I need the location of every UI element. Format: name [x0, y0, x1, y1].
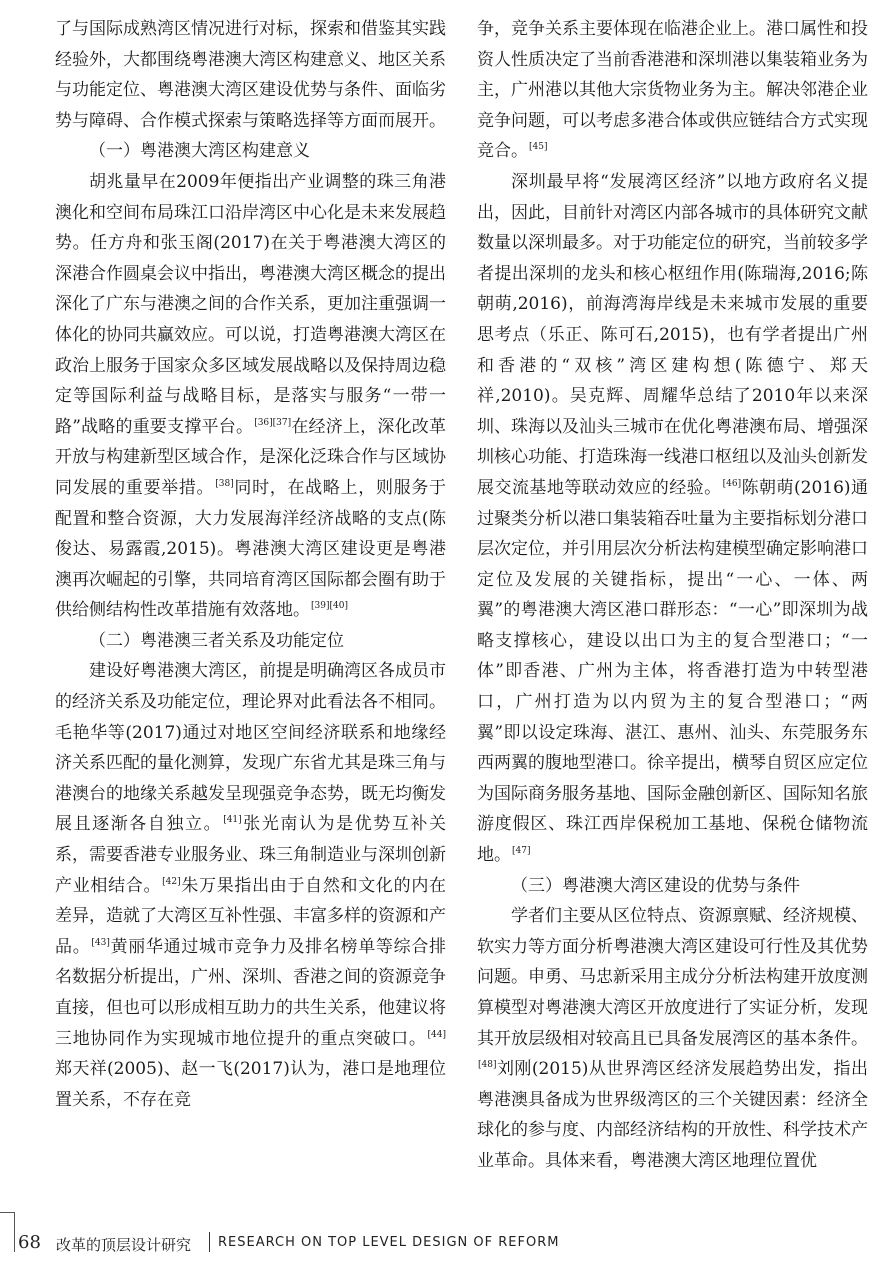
paragraph-text: 刘刚(2015)从世界湾区经济发展趋势出发，指出粤港澳具备成为世界级湾区的三个关键因素：经济全球化的参与度、内部经济结构的开放性、科学技术产业革命。具体来看，粤港澳大湾区地理位置优 [477, 1059, 868, 1171]
right-column [477, 14, 868, 1177]
paragraph-text: 同时，在战略上，则服务于配置和整合资源，大力发展海洋经济战略的支点(陈俊达、易露霞,2015)。粤港澳大湾区建设更是粤港澳再次崛起的引擎，共同培育湾区国际都会圈有助于供给侧结构性改革措施有效落地。 [55, 477, 447, 621]
paragraph-text: 深圳最早将“发展湾区经济”以地方政府名义提出，因此，目前针对湾区内部各城市的具体研究文献数量以深圳最多。对于功能定位的研究，当前较多学者提出深圳的龙头和核心枢纽作用(陈瑞海,2016;陈朝萌,2016)，前海湾海岸线是未来城市发展的重要思考点（乐正、陈可石,2015)，也有学者提出广州和香港的“双核”湾区建构想(陈德宁、郑天祥,2010)。吴克辉、周耀华总结了2010年以来深圳、珠海以及汕头三城市在优化粤港澳布局、增强深圳核心功能、打造珠海一线港口枢纽以及汕头创新发展交流基地等联动效应的经验。 [477, 171, 868, 498]
paragraph-text: 在经济上，深化改革开放与构建新型区域合作，是深化泛珠合作与区域协同发展的重要举措。 [55, 416, 447, 498]
citation-reference: [43] [91, 937, 110, 948]
paragraph-text: 学者们主要从区位特点、资源禀赋、经济规模、软实力等方面分析粤港澳大湾区建设可行性及其优势问题。申勇、马忠新采用主成分分析法构建开放度测算模型对粤港澳大湾区开放度进行了实证分析，发现其开放层级相对较高且已具备发展湾区的基本条件。 [477, 906, 868, 1049]
body-paragraph: 了与国际成熟湾区情况进行对标，探索和借鉴其实践经验外，大都围绕粤港澳大湾区构建意义、地区关系与功能定位、粤港澳大湾区建设优势与条件、面临劣势与障碍、合作模式探索与策略选择等方面而展开。 [55, 19, 446, 131]
paragraph-text: 黄丽华通过城市竞争力及排名榜单等综合排名数据分析提出，广州、深圳、香港之间的资源竞争直接，但也可以形成相互助力的共生关系，他建议将三地协同作为实现城市地位提升的重点突破口。 [55, 936, 447, 1049]
paragraph-text: 朱万果指出由于自然和文化的内在差异，造就了大湾区互补性强、丰富多样的资源和产品。 [55, 875, 447, 957]
page-number: 68 [18, 1232, 41, 1253]
paragraph-text: 胡兆量早在2009年便指出产业调整的珠三角港澳化和空间布局珠江口沿岸湾区中心化是未来发展趋势。任方舟和张玉阁(2017)在关于粤港澳大湾区的深港合作圆桌会议中指出，粤港澳大湾区概念的提出深化了广东与港澳之间的合作关系，更加注重强调一体化的协同共赢效应。可以说，打造粤港澳大湾区在政治上服务于国家众多区域发展战略以及保持周边稳定等国际利益与战略目标，是落实与服务“一带一路”战略的重要支撑平台。 [55, 171, 446, 437]
journal-title-separator [209, 1232, 210, 1252]
citation-reference: [39][40] [311, 601, 348, 612]
footer-vertical-rule [14, 1212, 15, 1252]
citation-reference: [48] [478, 1060, 497, 1071]
citation-reference: [45] [529, 142, 548, 153]
body-paragraph [477, 167, 868, 871]
paragraph-text: 张光南认为是优势互补关系，需要香港专业服务业、珠三角制造业与深圳创新产业相结合。 [55, 814, 447, 896]
paragraph-text: 郑天祥(2005)、赵一飞(2017)认为，港口是地理位置关系，不存在竞 [55, 1059, 446, 1110]
citation-reference: [46] [722, 478, 742, 489]
citation-reference: [41] [223, 815, 242, 826]
footer-corner-rule [0, 1212, 14, 1213]
citation-reference: [47] [512, 846, 531, 857]
section-heading: （二）粤港澳三者关系及功能定位 [89, 630, 344, 651]
paragraph-text: 争，竞争关系主要体现在临港企业上。港口属性和投资人性质决定了当前香港港和深圳港以集装箱业务为主，广州港以其他大宗货物业务为主。解决邻港企业竞争问题，可以考虑多港合体或供应链结合方式实现竞合。 [477, 19, 868, 162]
body-paragraph [477, 901, 868, 1176]
paragraph-text: 陈朝萌(2016)通过聚类分析以港口集装箱吞吐量为主要指标划分港口层次定位，并引用层次分析法构建模型确定影响港口定位及发展的关键指标，提出“一心、一体、两翼”的粤港澳大湾区港口群形态：“一心”即深圳为战略支撑核心，建设以出口为主的复合型港口；“一体”即香港、广州为主体，将香港打造为中转型港口，广州打造为以内贸为主的复合型港口；“两翼”即以设定珠海、湛江、惠州、汕头、东莞服务东西两翼的腹地型港口。徐辛提出，横琴自贸区应定位为国际商务服务基地、国际金融创新区、国际知名旅游度假区、珠江西岸保税加工基地、保税仓储物流地。 [477, 477, 869, 866]
section-heading: （一）粤港澳大湾区构建意义 [89, 141, 310, 162]
body-paragraph [477, 14, 868, 167]
body-paragraph [55, 656, 446, 1115]
section-heading: （三）粤港澳大湾区建设的优势与条件 [511, 875, 800, 896]
body-paragraph [55, 167, 446, 626]
left-column [55, 14, 446, 1115]
paragraph-text: 建设好粤港澳大湾区，前提是明确湾区各成员市的经济关系及功能定位，理论界对此看法各不相同。毛艳华等(2017)通过对地区空间经济联系和地缘经济关系匹配的量化测算，发现广东省尤其是珠三角与港澳台的地缘关系越发呈现强竞争态势，既无均衡发展且逐渐各自独立。 [55, 661, 446, 835]
citation-reference: [38] [215, 478, 234, 489]
citation-reference: [44] [427, 1029, 446, 1040]
citation-reference: [42] [162, 876, 181, 887]
journal-title-chinese: 改革的顶层设计研究 [56, 1236, 192, 1254]
journal-title-english: RESEARCH ON TOP LEVEL DESIGN OF REFORM [218, 1235, 560, 1250]
citation-reference: [36][37] [254, 417, 292, 428]
